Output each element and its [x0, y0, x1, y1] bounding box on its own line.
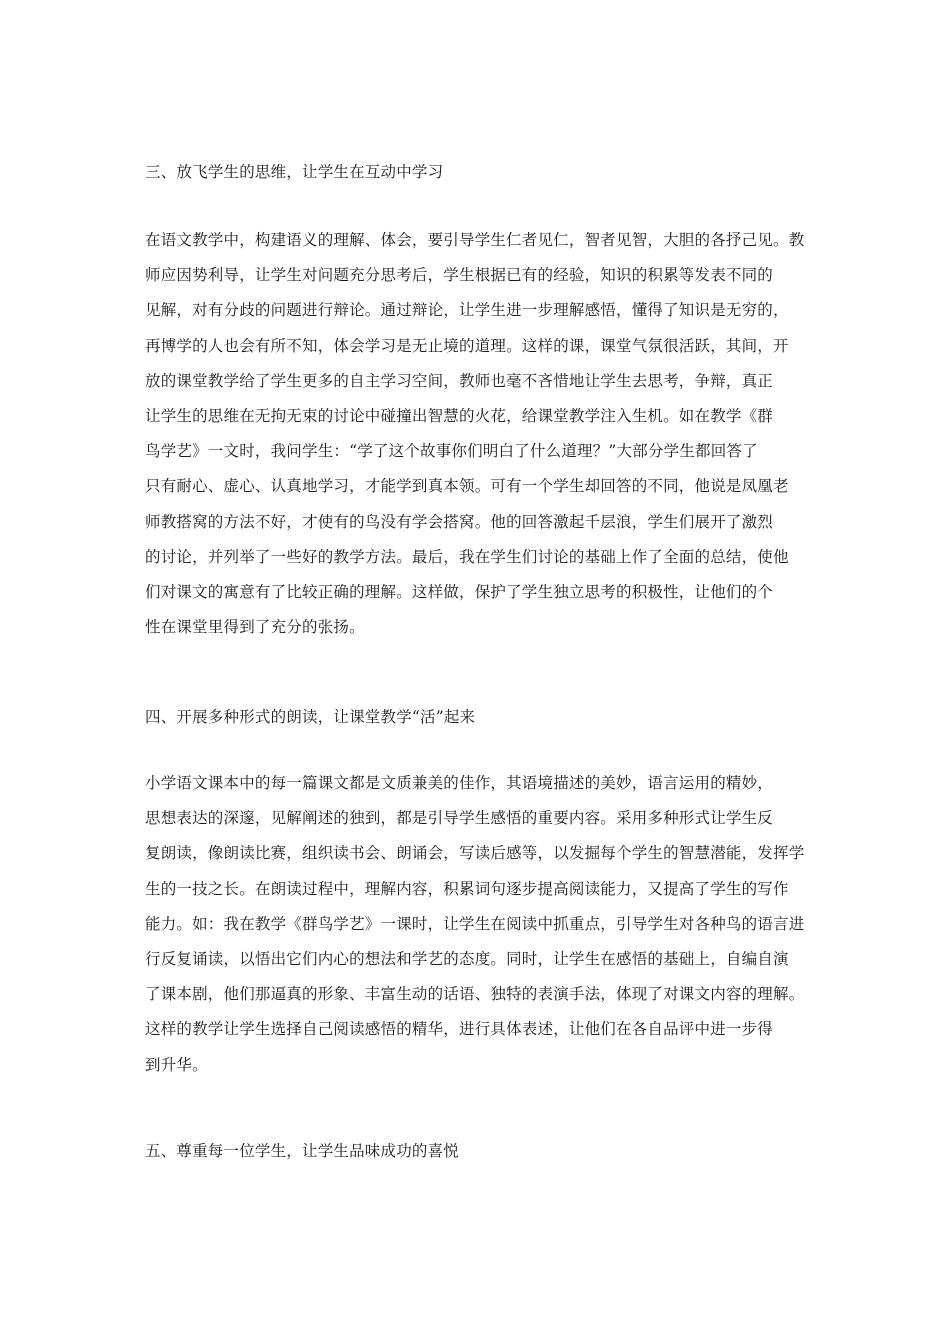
- paragraph-line: 师教搭窝的方法不好，才使有的鸟没有学会搭窝。他的回答激起千层浪，学生们展开了激烈: [145, 512, 774, 531]
- paragraph-line: 的讨论，并列举了一些好的教学方法。最后，我在学生们讨论的基础上作了全面的总结，使他: [145, 547, 789, 566]
- paragraph-line: 放的课堂教学给了学生更多的自主学习空间，教师也毫不吝惜地让学生去思考，争辩，真正: [145, 371, 774, 390]
- paragraph-line: 能力。如：我在教学《群鸟学艺》一课时，让学生在阅读中抓重点，引导学生对各种鸟的语言进: [145, 914, 805, 933]
- paragraph-line: 这样的教学让学生选择自己阅读感悟的精华，进行具体表述，让他们在各自品评中进一步得: [145, 1020, 774, 1039]
- paragraph-line: 小学语文课本中的每一篇课文都是文质兼美的佳作，其语境描述的美妙，语言运用的精妙，: [145, 774, 774, 792]
- paragraph-line: 行反复诵读，以悟出它们内心的想法和学艺的态度。同时，让学生在感悟的基础上，自编自演: [145, 949, 789, 968]
- paragraph-line: 复朗读，像朗读比赛，组织读书会、朗诵会，写读后感等，以发掘每个学生的智慧潜能，发挥学: [145, 844, 805, 863]
- section-5-heading: 五、尊重每一位学生，让学生品味成功的喜悦: [145, 1142, 460, 1160]
- paragraph-line: 到升华。: [145, 1055, 208, 1074]
- paragraph-line: 在语文教学中，构建语义的理解、体会，要引导学生仁者见仁，智者见智，大胆的各抒己见。教: [145, 231, 805, 249]
- paragraph-line: 让学生的思维在无拘无束的讨论中碰撞出智慧的火花，给课堂教学注入生机。如在教学《群: [145, 406, 774, 425]
- paragraph-line: 们对课文的寓意有了比较正确的理解。这样做，保护了学生独立思考的积极性，让他们的个: [145, 582, 774, 601]
- paragraph-line: 见解，对有分歧的问题进行辩论。通过辩论，让学生进一步理解感悟，懂得了知识是无穷的，: [145, 301, 789, 320]
- section-3-paragraph: [145, 229, 809, 651]
- paragraph-line: 师应因势利导，让学生对问题充分思考后，学生根据已有的经验，知识的积累等发表不同的: [145, 266, 774, 285]
- section-4-paragraph: [145, 772, 809, 1089]
- paragraph-line: 了课本剧，他们那逼真的形象、丰富生动的话语、独特的表演手法，体现了对课文内容的理解。: [145, 985, 805, 1004]
- section-3-heading: 三、放飞学生的思维，让学生在互动中学习: [145, 163, 444, 181]
- paragraph-line: 性在课堂里得到了充分的张扬。: [145, 618, 365, 637]
- section-4-heading: 四、开展多种形式的朗读，让课堂教学“活”起来: [145, 708, 476, 726]
- paragraph-line: 只有耐心、虚心、认真地学习，才能学到真本领。可有一个学生却回答的不同，他说是凤凰老: [145, 477, 789, 496]
- paragraph-line: 再博学的人也会有所不知，体会学习是无止境的道理。这样的课，课堂气氛很活跃，其间，开: [145, 336, 789, 355]
- paragraph-line: 鸟学艺》一文时，我问学生：“学了这个故事你们明白了什么道理？”大部分学生都回答了: [145, 442, 758, 461]
- paragraph-line: 思想表达的深邃，见解阐述的独到，都是引导学生感悟的重要内容。采用多种形式让学生反: [145, 809, 774, 828]
- paragraph-line: 生的一技之长。在朗读过程中，理解内容，积累词句逐步提高阅读能力，又提高了学生的写作: [145, 879, 789, 898]
